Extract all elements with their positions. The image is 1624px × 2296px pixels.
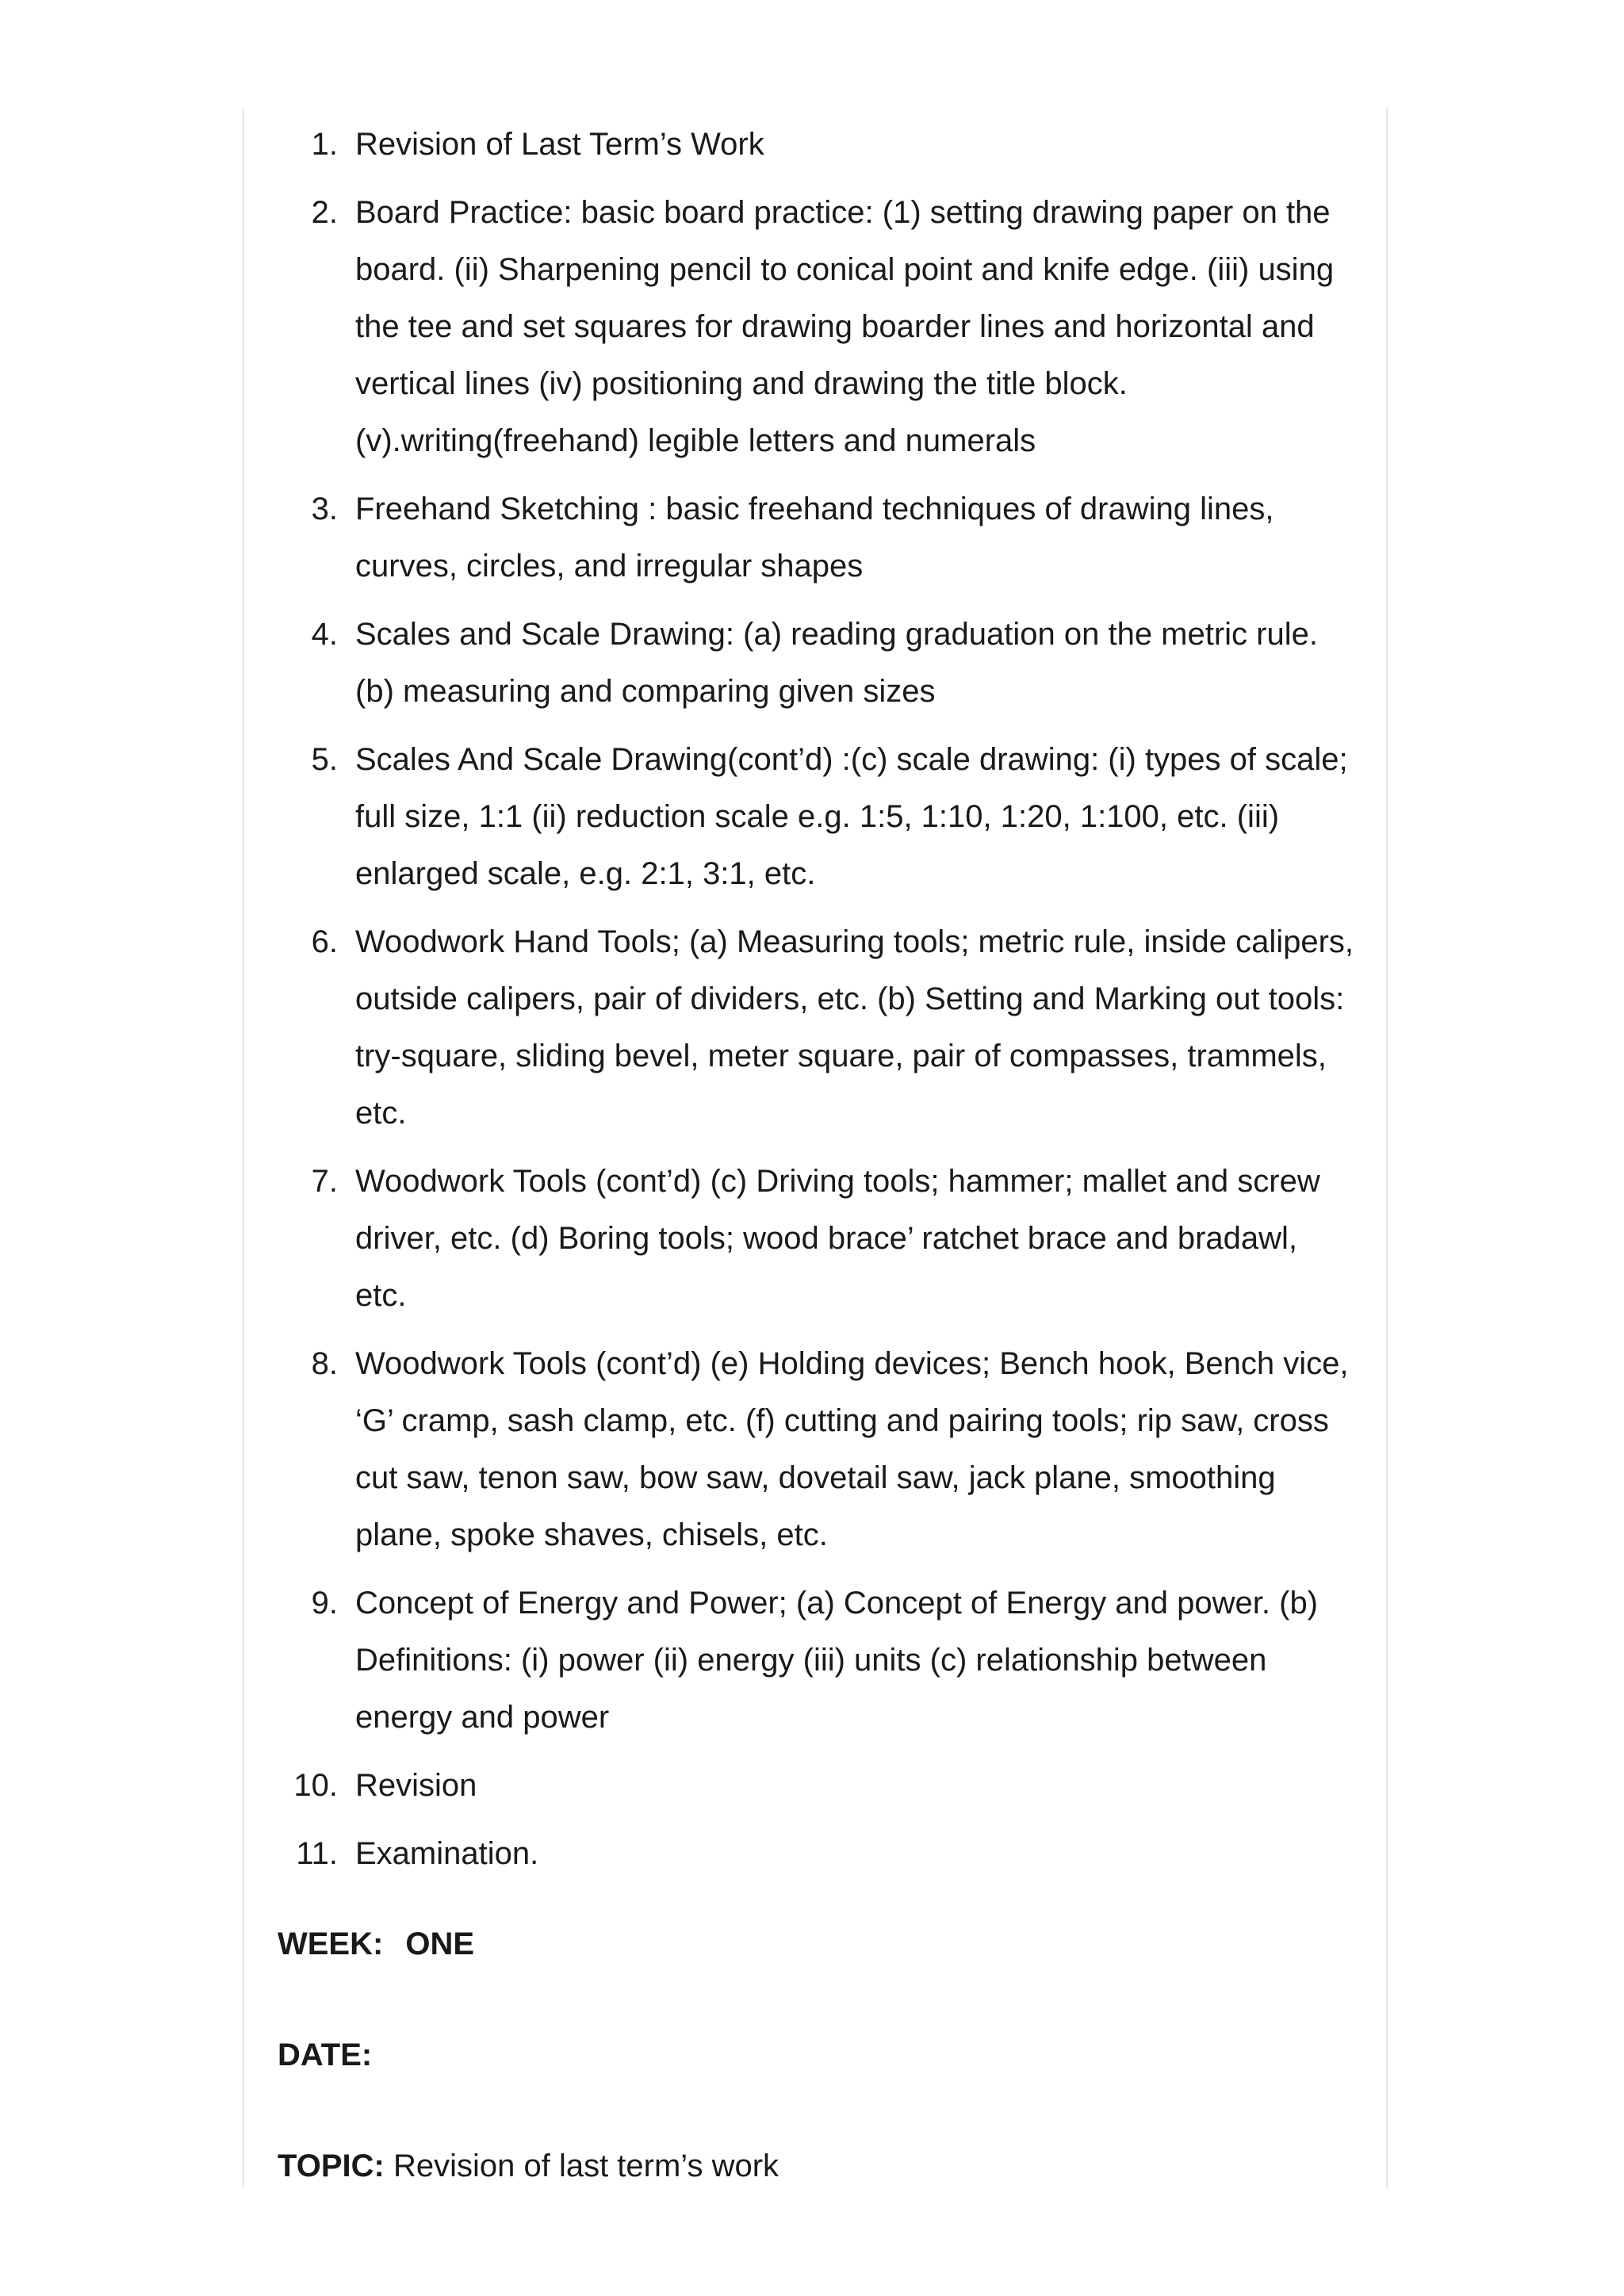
item-text: Revision [355,1768,477,1803]
list-item [244,731,1386,902]
item-text: Freehand Sketching : basic freehand techniques of drawing lines, curves, circles, and irregular shapes [355,492,1274,584]
item-number: 3. [311,492,338,526]
item-number: 5. [311,742,338,777]
list-item [244,184,1386,469]
topic-value: Revision of last term’s work [393,2149,779,2183]
item-number: 6. [311,924,338,959]
list-item [244,1153,1386,1324]
topic-line [278,2144,779,2188]
item-number: 11. [296,1836,338,1871]
list-item [244,480,1386,595]
item-text: Concept of Energy and Power; (a) Concept of Energy and power. (b) Definitions: (i) power (ii) energy (iii) units (c) relationship between energy and power [355,1586,1319,1735]
list-item [244,1575,1386,1746]
item-text: Board Practice: basic board practice: (1) setting drawing paper on the board. (ii) Sharpening pencil to conical point and knife edge. (iii) using the tee and set squares for drawing boarder lines and horizontal and vertical lines (iv) positioning and drawing the title block. (v).writing(freehand) legible letters and numerals [355,195,1335,458]
item-number: 8. [311,1346,338,1381]
item-number: 7. [311,1164,338,1199]
item-text: Woodwork Tools (cont’d) (c) Driving tools; hammer; mallet and screw driver, etc. (d) Boring tools; wood brace’ ratchet brace and bradawl, etc. [355,1164,1320,1313]
list-item [244,1335,1386,1563]
week-value: ONE [405,1927,475,1961]
item-number: 10. [293,1768,338,1803]
date-line [278,2033,372,2077]
item-text: Scales and Scale Drawing: (a) reading graduation on the metric rule. (b) measuring and comparing given sizes [355,617,1318,709]
item-number: 4. [311,617,338,652]
item-text: Scales And Scale Drawing(cont’d) :(c) scale drawing: (i) types of scale; full size, 1:1 (ii) reduction scale e.g. 1:5, 1:10, 1:20, 1:100, etc. (iii) enlarged scale, e.g. 2:1, 3:1, etc. [355,742,1348,891]
week-line [278,1922,474,1966]
list-item [244,116,1386,173]
item-number: 1. [311,127,338,162]
item-text: Woodwork Tools (cont’d) (e) Holding devices; Bench hook, Bench vice, ‘G’ cramp, sash clamp, etc. (f) cutting and pairing tools; rip saw, cross cut saw, tenon saw, bow saw, dovetail saw, jack plane, smoothing plane, spoke shaves, chisels, etc. [355,1346,1349,1552]
item-number: 2. [311,195,338,230]
content-column [243,108,1388,2188]
scheme-of-work-list [244,116,1386,1893]
week-label: WEEK: [278,1927,384,1961]
list-item [244,606,1386,720]
date-label: DATE: [278,2038,373,2072]
item-text: Examination. [355,1836,539,1871]
list-item [244,913,1386,1142]
item-number: 9. [311,1586,338,1621]
item-text: Revision of Last Term’s Work [355,127,764,162]
list-item [244,1757,1386,1814]
topic-label: TOPIC: [278,2149,385,2183]
list-item [244,1825,1386,1882]
item-text: Woodwork Hand Tools; (a) Measuring tools; metric rule, inside calipers, outside calipers, pair of dividers, etc. (b) Setting and Marking out tools: try-square, sliding bevel, meter square, pair of compasses, trammels, etc. [355,924,1354,1131]
